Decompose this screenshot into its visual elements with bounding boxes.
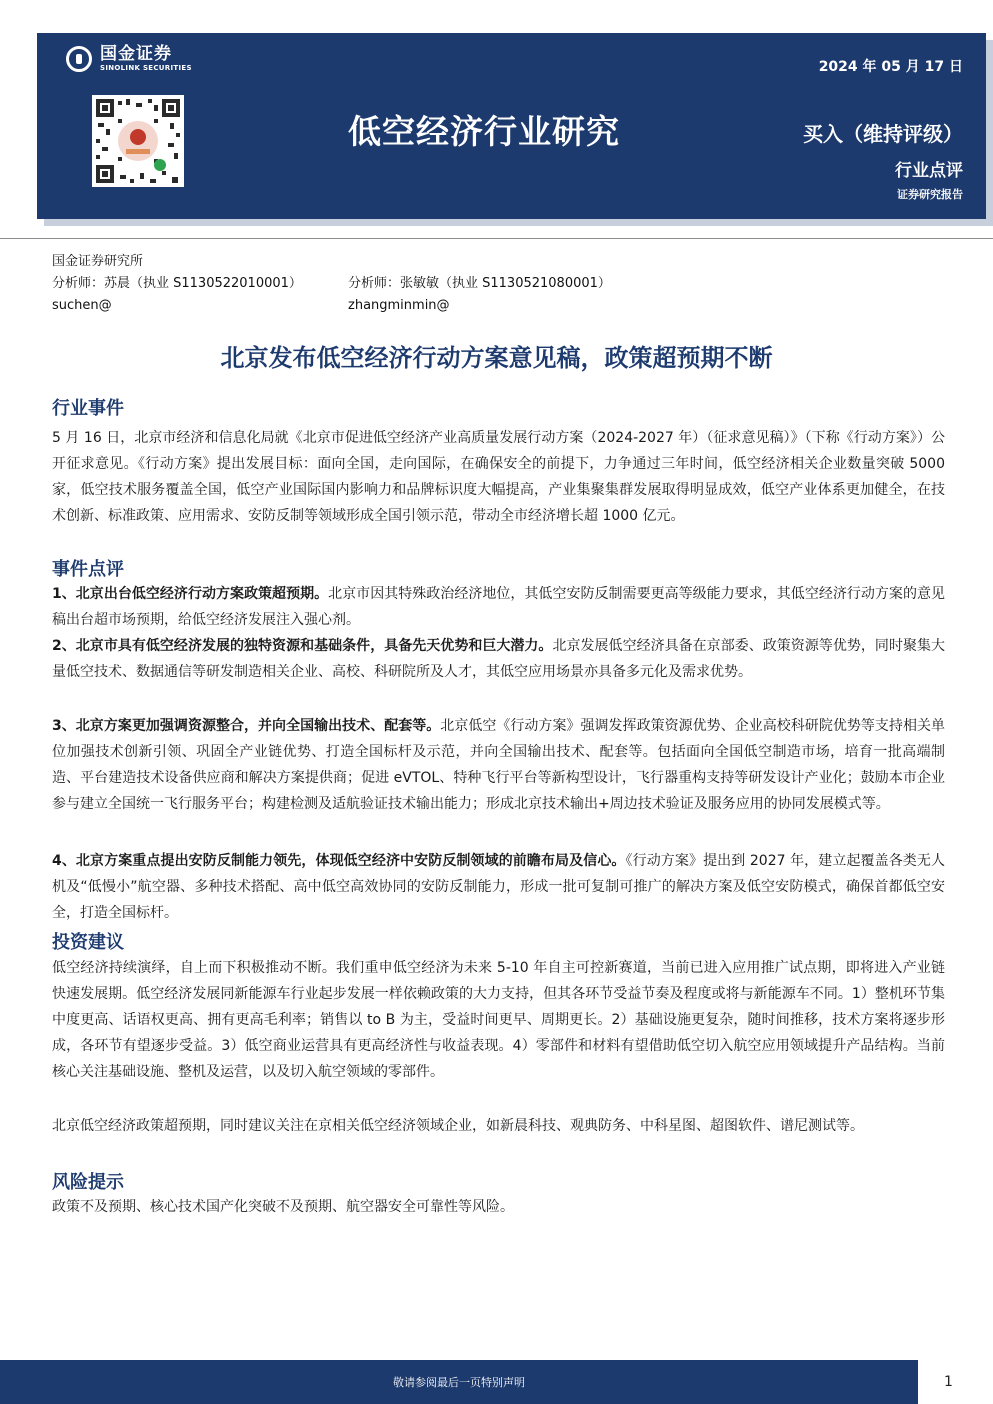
event-paragraph: 5 月 16 日，北京市经济和信息化局就《北京市促进低空经济产业高质量发展行动方案（2024-2027 年）（征求意见稿）》（下称《行动方案》）公开征求意见。《行动方案》提出发展目标：面向全国，走向国际，在确保安全的前提下，力争通过三年时间，低空经济相关企业数量突破 5000 家，低空技术服务覆盖全国，低空产业国际国内影响力和品牌标识度大幅提高，产业集聚集群发展取得明显成效，低空产业体系更加健全，在技术创新、标准政策、应用需求、安防反制等领域形成全国引领示范，带动全市经济增长超 1000 亿元。 <box>52 430 945 524</box>
report-subtype: 证券研究报告 <box>897 188 963 201</box>
analyst-1-name: 分析师：苏晨（执业 S1130522010001） <box>52 276 302 291</box>
invest-paragraph-1: 低空经济持续演绎，自上而下积极推动不断。我们重申低空经济为未来 5-10 年自主可控新赛道，当前已进入应用推广试点期，即将进入产业链快速发展期。低空经济发展同新能源车行业起步发展一样依赖政策的大力支持，但其各环节受益节奏及程度或将与新能源车不同。1）整机环节集中度更高、话语权更高、拥有更高毛利率；销售以 to B 为主，受益时间更早、周期更长。2）基础设施更复杂，随时间推移，技术方案将逐步形成，各环节有望逐步受益。3）低空商业运营具有更高经济性与收益表现。4）零部件和材料有望借助低空切入航空应用领域提升产品结构。当前核心关注基础设施、整机及运营，以及切入航空领域的零部件。 <box>52 960 945 1080</box>
comment-point-1-lead: 1、北京出台低空经济行动方案政策超预期。 <box>52 586 329 602</box>
institute-name: 国金证券研究所 <box>52 254 144 269</box>
analyst-2-email[interactable]: zhangminmin@ <box>348 298 450 313</box>
analyst-block <box>52 251 611 317</box>
section-heading-invest: 投资建议 <box>52 932 124 953</box>
article-title: 北京发布低空经济行动方案意见稿，政策超预期不断 <box>220 344 773 372</box>
qr-code-icon[interactable] <box>92 95 184 187</box>
page-number: 1 <box>944 1374 953 1390</box>
comment-point-3 <box>52 713 945 817</box>
section-heading-event: 行业事件 <box>52 398 124 419</box>
section-heading-risk: 风险提示 <box>52 1172 124 1193</box>
comment-point-3-lead: 3、北京方案更加强调资源整合，并向全国输出技术、配套等。 <box>52 718 441 734</box>
comment-point-1 <box>52 581 945 633</box>
analyst-2-name: 分析师：张敏敏（执业 S1130521080001） <box>348 276 611 291</box>
company-logo <box>66 44 192 73</box>
analyst-1-email[interactable]: suchen@ <box>52 298 112 313</box>
comment-point-2-lead: 2、北京市具有低空经济发展的独特资源和基础条件，具备先天优势和巨大潜力。 <box>52 638 553 654</box>
logo-mark-icon <box>66 46 92 72</box>
rating-badge: 买入（维持评级） <box>803 122 963 146</box>
comment-point-4 <box>52 848 945 926</box>
logo-cn-text: 国金证券 <box>100 44 172 64</box>
comment-point-2-body: 北京发展低空经济具备在京部委、政策资源等优势，同时聚集大量低空技术、数据通信等研发制造相关企业、高校、科研院所及人才，其低空应用场景亦具备多元化及需求优势。 <box>52 638 946 680</box>
report-sector-title: 低空经济行业研究 <box>348 112 620 151</box>
report-type: 行业点评 <box>895 161 963 181</box>
comment-point-1-body: 北京市因其特殊政治经济地位，其低空安防反制需要更高等级能力要求，其低空经济行动方案的意见稿出台超市场预期，给低空经济发展注入强心剂。 <box>52 586 945 628</box>
logo-en-text: SINOLINK SECURITIES <box>100 64 192 72</box>
comment-point-4-lead: 4、北京方案重点提出安防反制能力领先，体现低空经济中安防反制领域的前瞻布局及信心。 <box>52 853 626 869</box>
header-divider <box>0 238 993 239</box>
report-date: 2024 年 05 月 17 日 <box>818 59 963 75</box>
section-heading-comment: 事件点评 <box>52 559 124 580</box>
disclaimer-link[interactable]: 敬请参阅最后一页特别声明 <box>393 1376 525 1389</box>
comment-point-3-body: 北京低空《行动方案》强调发挥政策资源优势、企业高校科研院优势等支持相关单位加强技术创新引领、巩固全产业链优势、打造全国标杆及示范，并向全国输出技术、配套等。包括面向全国低空制造市场，培育一批高端制造、平台建造技术设备供应商和解决方案提供商；促进 eVTOL、特种飞行平台等新构型设计，飞行器重构支持等研发设计产业化；鼓励本市企业参与建立全国统一飞行服务平台；构建检测及适航验证技术输出能力；形成北京技术输出+周边技术验证及服务应用的协同发展模式等。 <box>52 718 945 812</box>
invest-paragraph-2: 北京低空经济政策超预期，同时建议关注在京相关低空经济领域企业，如新晨科技、观典防务、中科星图、超图软件、谱尼测试等。 <box>52 1118 864 1134</box>
risk-paragraph: 政策不及预期、核心技术国产化突破不及预期、航空器安全可靠性等风险。 <box>52 1199 514 1215</box>
comment-point-2 <box>52 633 945 685</box>
comment-point-4-body: 《行动方案》提出到 2027 年，建立起覆盖各类无人机及“低慢小”航空器、多种技术搭配、高中低空高效协同的安防反制能力，形成一批可复制可推广的解决方案及低空安防模式，确保首都低空安全，打造全国标杆。 <box>52 853 945 921</box>
